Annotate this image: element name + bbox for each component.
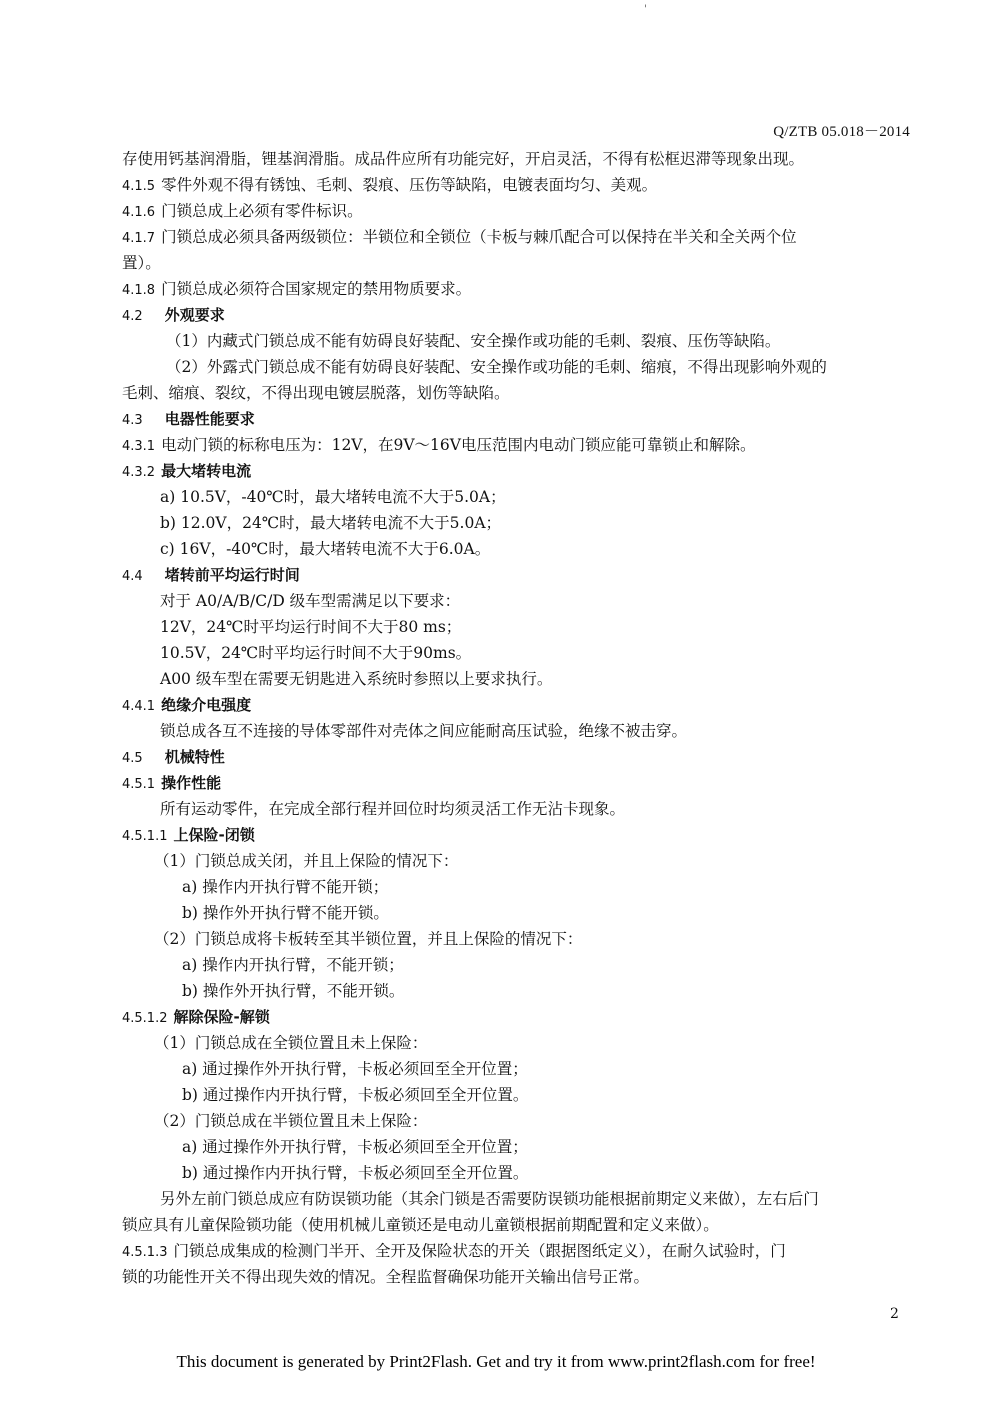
document-body	[122, 146, 912, 1290]
section-number: 4.2	[122, 309, 143, 324]
clause-4-1-6	[122, 198, 912, 224]
clause-title: 绝缘介电强度	[161, 696, 252, 714]
clause-number: 4.3.1	[122, 439, 156, 454]
paragraph-line: 存使用钙基润滑脂，锂基润滑脂。成品件应所有功能完好，开启灵活，不得有松框迟滞等现象出现。	[122, 150, 805, 168]
clause-number: 4.1.8	[122, 283, 156, 298]
clause-text: 门锁总成必须具备两级锁位：半锁位和全锁位（卡板与棘爪配合可以保持在半关和全关两个位	[161, 228, 797, 246]
paragraph-line: 10.5V，24℃时平均运行时间不大于90ms。	[160, 644, 472, 662]
clause-title: 操作性能	[161, 774, 222, 792]
clause-number: 4.1.5	[122, 179, 156, 194]
clause-4-1-5	[122, 172, 912, 198]
paragraph-line: A00 级车型在需要无钥匙进入系统时参照以上要求执行。	[160, 670, 553, 688]
clause-4-5-1-2	[122, 1004, 912, 1030]
list-item: b) 12.0V，24℃时，最大堵转电流不大于5.0A；	[160, 514, 502, 532]
clause-text: 零件外观不得有锈蚀、毛刺、裂痕、压伤等缺陷，电镀表面均匀、美观。	[161, 176, 658, 194]
list-item: c) 16V，-40℃时，最大堵转电流不大于6.0A。	[160, 540, 491, 558]
clause-4-5-1-1	[122, 822, 912, 848]
section-number: 4.5	[122, 751, 143, 766]
paragraph-line: 所有运动零件，在完成全部行程并回位时均须灵活工作无沾卡现象。	[160, 800, 626, 818]
paragraph-line: 对于 A0/A/B/C/D 级车型需满足以下要求：	[160, 592, 461, 610]
list-subitem: a) 操作内开执行臂不能开锁；	[182, 878, 389, 896]
list-subitem: b) 通过操作内开执行臂，卡板必须回至全开位置。	[182, 1086, 529, 1104]
list-item-cont: 毛刺、缩痕、裂纹，不得出现电镀层脱落，划伤等缺陷。	[122, 384, 510, 402]
section-number: 4.4	[122, 569, 143, 584]
clause-title: 上保险-闭锁	[173, 826, 255, 844]
clause-number: 4.1.7	[122, 231, 156, 246]
clause-4-5-1	[122, 770, 912, 796]
section-title: 机械特性	[164, 748, 225, 766]
section-number: 4.3	[122, 413, 143, 428]
list-item: （1）门锁总成关闭，并且上保险的情况下：	[154, 852, 459, 870]
clause-number: 4.1.6	[122, 205, 156, 220]
section-4-3	[122, 406, 912, 432]
section-4-2	[122, 302, 912, 328]
scan-mark: '	[644, 4, 647, 15]
clause-4-4-1	[122, 692, 912, 718]
list-item: （2）门锁总成将卡板转至其半锁位置，并且上保险的情况下：	[154, 930, 583, 948]
paragraph-line: 锁应具有儿童保险锁功能（使用机械儿童锁还是电动儿童锁根据前期配置和定义来做）。	[122, 1216, 719, 1234]
list-item: a) 10.5V，-40℃时，最大堵转电流不大于5.0A；	[160, 488, 506, 506]
clause-4-1-7	[122, 224, 912, 250]
clause-number: 4.5.1	[122, 777, 156, 792]
list-subitem: a) 通过操作外开执行臂，卡板必须回至全开位置；	[182, 1060, 528, 1078]
clause-4-3-2	[122, 458, 912, 484]
list-item: （1）内藏式门锁总成不能有妨碍良好装配、安全操作或功能的毛刺、裂痕、压伤等缺陷。	[166, 332, 781, 350]
section-title: 堵转前平均运行时间	[164, 566, 300, 584]
paragraph-line: 锁总成各互不连接的导体零部件对壳体之间应能耐高压试验，绝缘不被击穿。	[160, 722, 688, 740]
clause-4-1-8	[122, 276, 912, 302]
clause-4-5-1-3-cont: 锁的功能性开关不得出现失效的情况。全程监督确保功能开关输出信号正常。	[122, 1268, 650, 1286]
list-subitem: a) 通过操作外开执行臂，卡板必须回至全开位置；	[182, 1138, 528, 1156]
section-4-4	[122, 562, 912, 588]
section-4-5	[122, 744, 912, 770]
section-title: 电器性能要求	[164, 410, 255, 428]
page-number: 2	[890, 1306, 899, 1322]
paragraph-line: 另外左前门锁总成应有防误锁功能（其余门锁是否需要防误锁功能根据前期定义来做），左右后门	[160, 1190, 819, 1208]
standard-code: Q/ZTB 05.018－2014	[773, 124, 910, 140]
clause-4-3-1	[122, 432, 912, 458]
clause-number: 4.5.1.1	[122, 829, 168, 844]
clause-4-5-1-3	[122, 1238, 912, 1264]
list-subitem: b) 操作外开执行臂，不能开锁。	[182, 982, 405, 1000]
list-subitem: b) 通过操作内开执行臂，卡板必须回至全开位置。	[182, 1164, 529, 1182]
clause-text: 门锁总成必须符合国家规定的禁用物质要求。	[161, 280, 472, 298]
clause-number: 4.4.1	[122, 699, 156, 714]
list-item: （2）门锁总成在半锁位置且未上保险：	[154, 1112, 428, 1130]
clause-title: 最大堵转电流	[161, 462, 252, 480]
clause-text: 门锁总成集成的检测门半开、全开及保险状态的开关（跟据图纸定义），在耐久试验时，门	[173, 1242, 786, 1260]
clause-number: 4.5.1.3	[122, 1245, 168, 1260]
clause-title: 解除保险-解锁	[173, 1008, 270, 1026]
paragraph-line: 12V，24℃时平均运行时间不大于80 ms；	[160, 618, 462, 636]
list-item: （2）外露式门锁总成不能有妨碍良好装配、安全操作或功能的毛刺、缩痕，不得出现影响外观的	[166, 358, 827, 376]
list-subitem: a) 操作内开执行臂，不能开锁；	[182, 956, 404, 974]
clause-number: 4.5.1.2	[122, 1011, 168, 1026]
clause-text: 门锁总成上必须有零件标识。	[161, 202, 363, 220]
list-subitem: b) 操作外开执行臂不能开锁。	[182, 904, 389, 922]
clause-text: 电动门锁的标称电压为：12V，在9V～16V电压范围内电动门锁应能可靠锁止和解除。	[161, 436, 756, 454]
list-item: （1）门锁总成在全锁位置且未上保险：	[154, 1034, 428, 1052]
clause-number: 4.3.2	[122, 465, 156, 480]
clause-4-1-7-cont: 置）。	[122, 254, 161, 272]
generator-footer: This document is generated by Print2Flash. Get and try it from www.print2flash.com for free!	[176, 1352, 816, 1371]
section-title: 外观要求	[164, 306, 225, 324]
